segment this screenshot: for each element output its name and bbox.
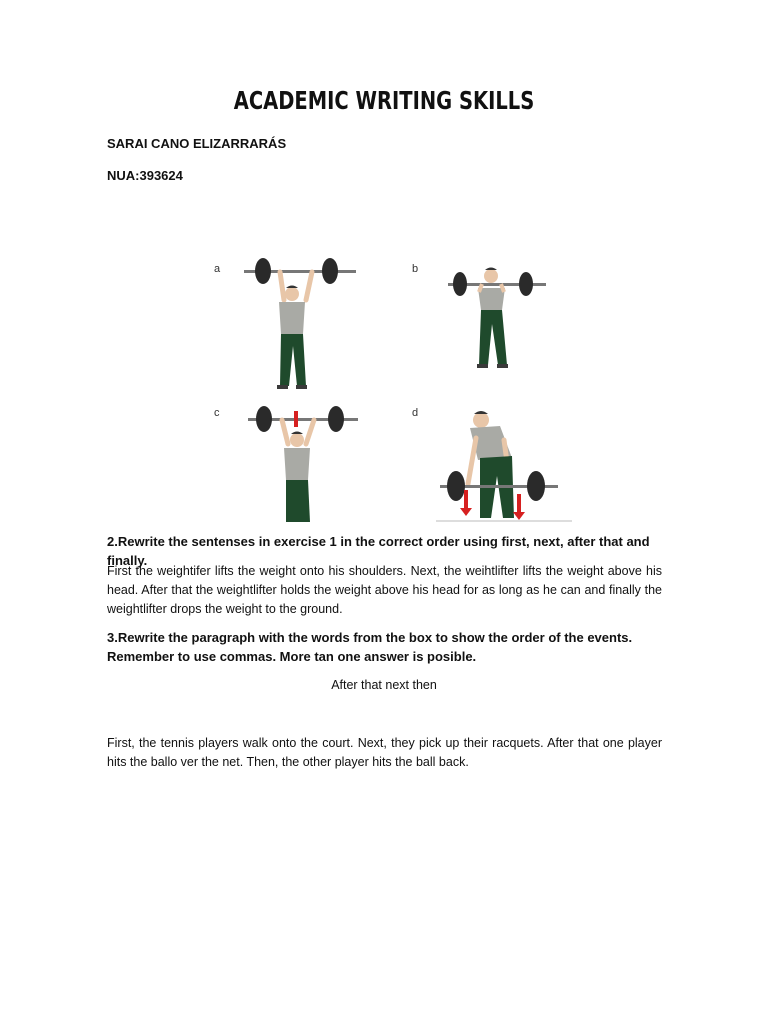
exercise-2-question: 2.Rewrite the sentenses in exercise 1 in the correct order using first, next, after that and finally. (107, 534, 650, 568)
student-id: NUA:393624 (107, 168, 183, 183)
panel-d-lifter (436, 411, 572, 521)
exercise-3-answer: First, the tennis players walk onto the court. Next, they pick up their racquets. After that one player hits the ballo ver the net. Then, the other player hits the ball back. (107, 736, 662, 769)
panel-label-d: d (412, 407, 419, 419)
panel-label-b: b (412, 263, 419, 275)
panel-label-c: c (214, 407, 220, 419)
page-title: ACADEMIC WRITING SKILLS (233, 86, 535, 115)
author-name: SARAI CANO ELIZARRARÁS (107, 136, 287, 151)
exercise-3-question: 3.Rewrite the paragraph with the words from the box to show the order of the events. Remember to use commas. More tan one answer is posible. (107, 630, 633, 664)
panel-b-lifter (448, 268, 546, 369)
weightlifting-figure (200, 248, 580, 524)
panel-c-lifter (248, 406, 358, 522)
panel-a-lifter (244, 258, 356, 389)
exercise-2-answer: First the weightifer lifts the weight onto his shoulders. Next, the weihtlifter lifts the weight above his head. After that the weightlifter holds the weight above his head for as long as he can and finally the weightlifter drops the weight to the ground. (107, 564, 662, 616)
panel-label-a: a (214, 263, 221, 275)
word-box: After that next then (331, 678, 437, 692)
